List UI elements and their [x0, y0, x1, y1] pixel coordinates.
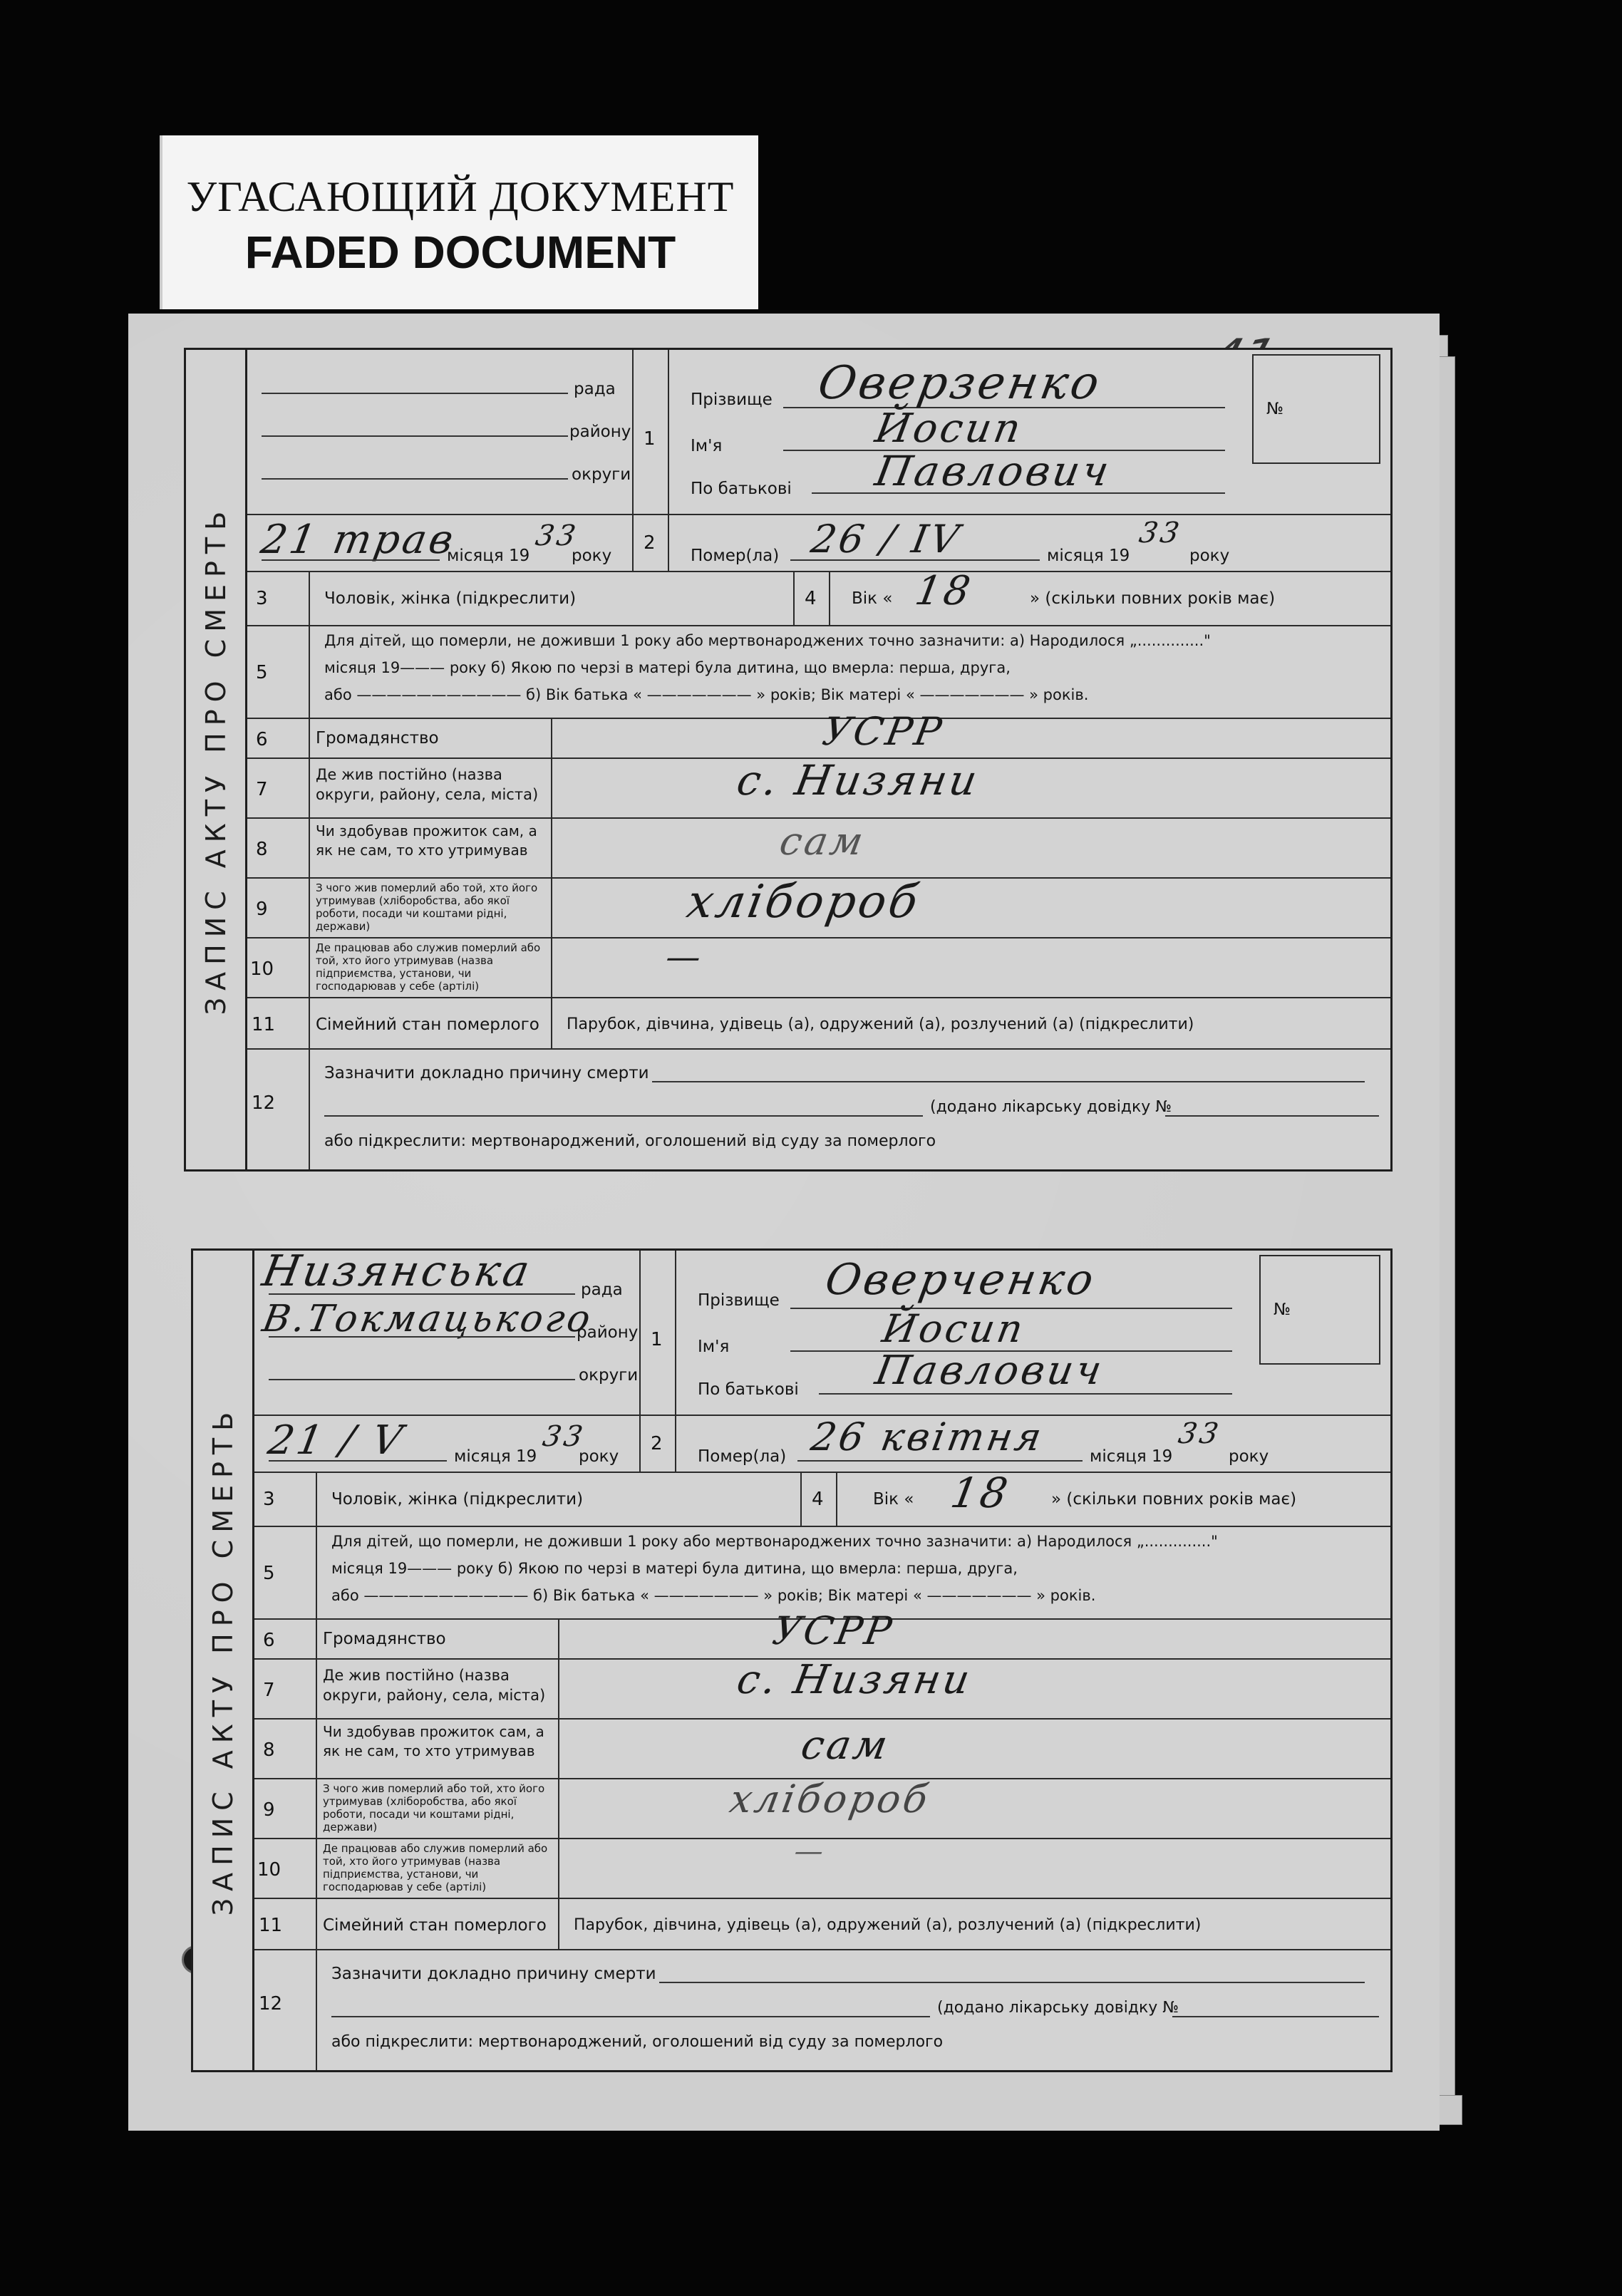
faded-document-label	[160, 135, 758, 309]
header-row: рада району округи 1 Прізвище Оверзенко Ім'я Йосип По батькові Павлович №	[247, 350, 1390, 572]
record-number-label: №	[1266, 400, 1283, 418]
livelihood-row: 8 Чи здобував прожиток сам, а як не сам, то хто утримував сам	[254, 1720, 1390, 1779]
workplace-value: —	[791, 1835, 830, 1868]
residence-value: с. Низяни	[733, 1657, 976, 1703]
age-value: 18	[911, 568, 976, 614]
cause-row: 12 Зазначити докладно причину смерти (додано лікарську довідку № або підкреслити: мертвонароджений, оголошений від суду за померлого	[254, 1950, 1390, 2070]
marital-label: Сімейний стан померлого	[316, 1015, 539, 1034]
name-value: Йосип	[879, 1306, 1029, 1351]
rada-value: Низянська	[258, 1246, 536, 1296]
month-label: місяця 19	[447, 547, 530, 565]
marital-options: Парубок, дівчина, удівець (а), одружений (а), розлучений (а) (підкреслити)	[567, 1015, 1194, 1033]
date-row: 21 трав місяця 19 33 року 2 Помер(ла) 26 / IV місяця 19 33 року	[247, 514, 1390, 572]
okrug-label: округи	[572, 465, 631, 484]
registration-date-value: 21 трав	[257, 517, 460, 563]
residence-row: 7 Де жив постійно (назва округи, району, села, міста) с. Низяни	[254, 1660, 1390, 1720]
registration-date-value: 21 / V	[264, 1417, 408, 1464]
cause-label: Зазначити докладно причину смерти	[324, 1064, 649, 1082]
patronymic-label: По батькові	[691, 480, 792, 498]
source-value: хлібороб	[726, 1777, 934, 1821]
sex-age-row: 3 Чоловік, жінка (підкреслити) 4 Вік « 18 » (скільки повних років має)	[254, 1473, 1390, 1527]
record-vertical-title: ЗАПИС АКТУ ПРО СМЕРТЬ	[186, 350, 247, 1169]
death-year-value: 33	[1136, 517, 1184, 549]
name-value: Йосип	[872, 405, 1027, 452]
livelihood-value: сам	[797, 1722, 894, 1769]
death-record-1	[184, 348, 1393, 1172]
surname-label: Прізвище	[691, 391, 773, 409]
citizenship-value: УСРР	[819, 709, 948, 754]
label-english: FADED DOCUMENT	[244, 227, 676, 278]
workplace-row: 10 Де працював або служив померлий або той, хто його утримував (назва підприємства, установи, чи господарював у себе (артілі) —	[254, 1839, 1390, 1899]
age-label: Вік «	[852, 589, 893, 608]
raion-value: В.Токмацького	[259, 1298, 596, 1340]
children-row: 5 Для дітей, що померли, не доживши 1 року або мертвонароджених точно зазначити: а) Народилося „.............." місяця 19——— року б) Якою по черзі в матері була дитина, що вмерла: перша, друга, або ——————————— б) Вік батька « ——————— » років; Вік матері « ——————— » років.	[247, 626, 1390, 719]
died-label: Помер(ла)	[691, 547, 780, 565]
sex-age-row: 3 Чоловік, жінка (підкреслити) 4 Вік « 18 » (скільки повних років має)	[247, 572, 1390, 626]
raion-label: району	[569, 423, 631, 441]
registration-year-value: 33	[532, 519, 581, 552]
date-row: 21 / V місяця 19 33 року 2 Помер(ла) 26 квітня місяця 19 33 року	[254, 1415, 1390, 1473]
workplace-value: —	[663, 937, 707, 977]
death-year-value: 33	[1175, 1417, 1224, 1450]
citizenship-label: Громадянство	[316, 729, 439, 748]
rada-label: рада	[574, 380, 616, 398]
label-russian: УГАСАЮЩИЙ ДОКУМЕНТ	[186, 173, 735, 220]
workplace-label: Де працював або служив померлий або той, хто його утримував (назва підприємства, установи, чи господарював у себе (артілі)	[316, 941, 541, 993]
header-row: Низянська рада В.Токмацького району округи 1 Прізвище Оверченко Ім'я Йосип По батькові Павлович №	[254, 1251, 1390, 1473]
marital-row: 11 Сімейний стан померлого Парубок, дівчина, удівець (а), одружений (а), розлучений (а) (підкреслити)	[247, 998, 1390, 1050]
livelihood-value: сам	[776, 819, 869, 864]
source-label: З чого жив померлий або той, хто його утримував (хліборобства, або якої роботи, посади чи коштами рідні, держави)	[316, 881, 538, 933]
workplace-row: 10 Де працював або служив померлий або той, хто його утримував (назва підприємства, установи, чи господарював у себе (артілі) —	[247, 938, 1390, 998]
citizenship-row: 6 Громадянство УСРР	[254, 1620, 1390, 1660]
record-vertical-title: ЗАПИС АКТУ ПРО СМЕРТЬ	[193, 1251, 254, 2070]
source-value: хлібороб	[683, 876, 924, 929]
death-date-value: 26 / IV	[807, 517, 966, 562]
livelihood-label: Чи здобував прожиток сам, а як не сам, то хто утримував	[316, 822, 537, 859]
death-record-2	[191, 1248, 1393, 2072]
age-value: 18	[947, 1469, 1014, 1517]
name-label: Ім'я	[691, 437, 723, 455]
citizenship-row: 6 Громадянство УСРР	[247, 719, 1390, 759]
sex-label: Чоловік, жінка (підкреслити)	[324, 589, 577, 608]
children-row: 5 Для дітей, що померли, не доживши 1 року або мертвонароджених точно зазначити: а) Народилося „.............." місяця 19——— року б) Якою по черзі в матері була дитина, що вмерла: перша, друга, або ——————————— б) Вік батька « ——————— » років; Вік матері « ——————— » років.	[254, 1527, 1390, 1620]
cause-row: 12 Зазначити докладно причину смерти (додано лікарську довідку № або підкреслити: мертвонароджений, оголошений від суду за померлого	[247, 1050, 1390, 1169]
residence-row: 7 Де жив постійно (назва округи, району, села, міста) с. Низяни	[247, 759, 1390, 819]
stillborn-label: або підкреслити: мертвонароджений, оголошений від суду за померлого	[324, 1132, 936, 1150]
residence-value: с. Низяни	[733, 756, 983, 805]
surname-value: Оверзенко	[814, 357, 1106, 410]
residence-label: Де жив постійно (назва округи, району, села, міста)	[316, 766, 539, 804]
source-row: 9 З чого жив померлий або той, хто його утримував (хліборобства, або якої роботи, посади чи коштами рідні, держави) хлібороб	[247, 879, 1390, 938]
registration-year-value: 33	[539, 1420, 588, 1453]
source-row: 9 З чого жив померлий або той, хто його утримував (хліборобства, або якої роботи, посади чи коштами рідні, держави) хлібороб	[254, 1779, 1390, 1839]
surname-value: Оверченко	[821, 1255, 1100, 1305]
patronymic-value: Павлович	[872, 1348, 1108, 1394]
cert-label: (додано лікарську довідку №	[930, 1098, 1172, 1116]
marital-row: 11 Сімейний стан померлого Парубок, дівчина, удівець (а), одружений (а), розлучений (а) (підкреслити)	[254, 1899, 1390, 1950]
citizenship-value: УСРР	[769, 1608, 898, 1653]
death-date-value: 26 квітня	[807, 1415, 1048, 1459]
patronymic-value: Павлович	[872, 447, 1115, 495]
livelihood-row: 8 Чи здобував прожиток сам, а як не сам, то хто утримував сам	[247, 819, 1390, 879]
